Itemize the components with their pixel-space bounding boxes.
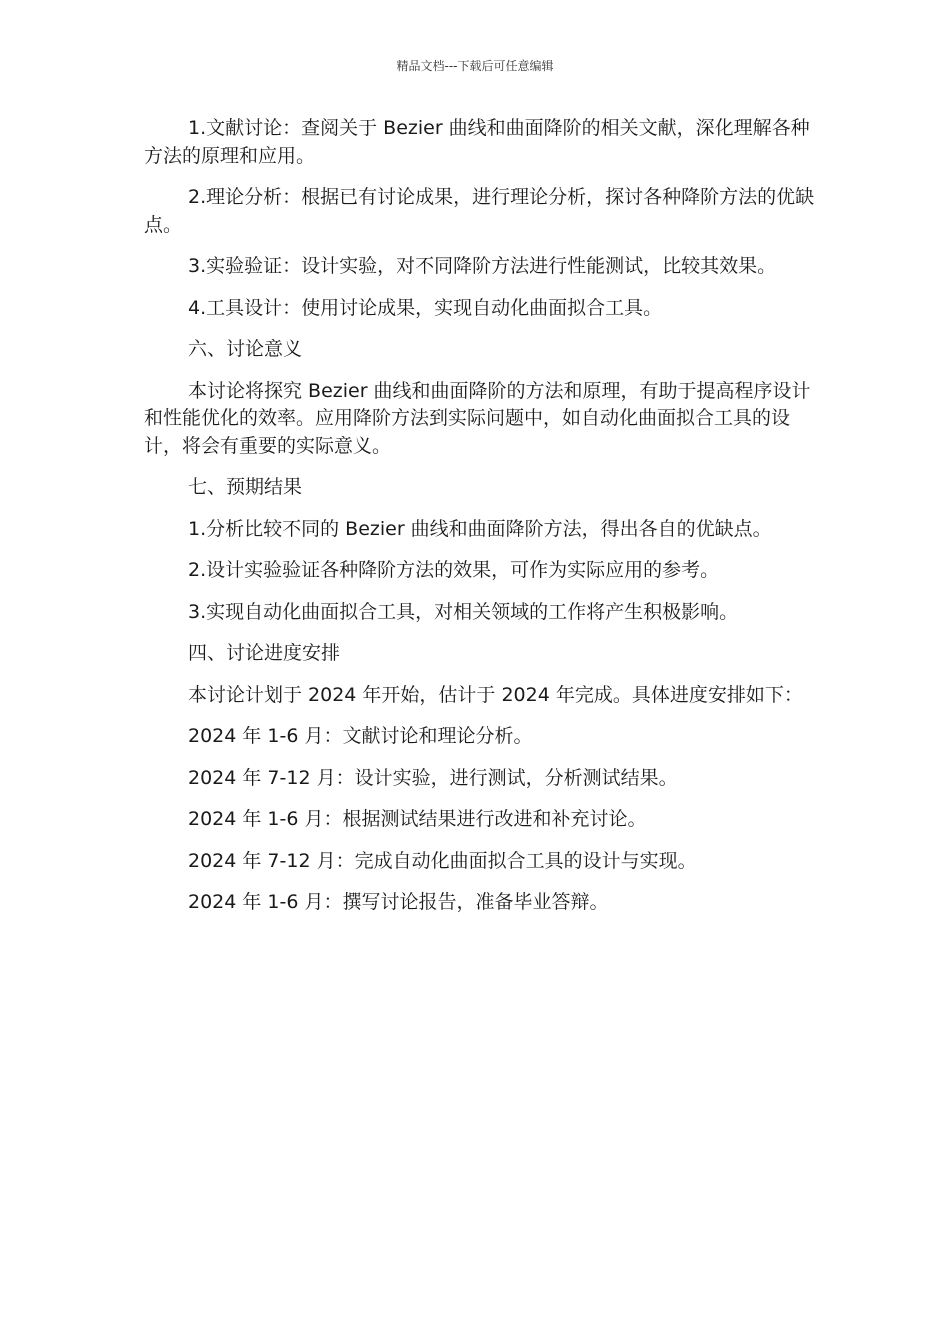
schedule-item-4: 2024 年 7-12 月：完成自动化曲面拟合工具的设计与实现。 [188,849,697,872]
schedule-item-1: 2024 年 1-6 月：文献讨论和理论分析。 [188,725,533,747]
schedule-item-5: 2024 年 1-6 月：撰写讨论报告，准备毕业答辩。 [188,891,609,913]
research-method-tool: 4.工具设计：使用讨论成果，实现自动化曲面拟合工具。 [188,296,663,319]
section-heading-significance: 六、讨论意义 [188,338,303,360]
page-header: 精品文档---下载后可任意编辑 [396,59,554,73]
expected-result-3: 3.实现自动化曲面拟合工具，对相关领域的工作将产生积极影响。 [188,600,739,623]
schedule-item-2: 2024 年 7-12 月：设计实验，进行测试，分析测试结果。 [188,766,678,789]
schedule-intro: 本讨论计划于 2024 年开始，估计于 2024 年完成。具体进度安排如下： [188,683,803,706]
significance-paragraph: 本讨论将探究 Bezier 曲线和曲面降阶的方法和原理，有助于提高程序设计和性能优化的效率。应用降阶方法到实际问题中，如自动化曲面拟合工具的设计，将会有重要的实际意义。 [144,379,811,457]
section-heading-expected-results: 七、预期结果 [188,476,303,498]
research-method-theory: 2.理论分析：根据已有讨论成果，进行理论分析，探讨各种降阶方法的优缺点。 [144,186,815,236]
research-method-experiment: 3.实验验证：设计实验，对不同降阶方法进行性能测试，比较其效果。 [188,255,777,277]
schedule-item-3: 2024 年 1-6 月：根据测试结果进行改进和补充讨论。 [188,808,647,830]
expected-result-1: 1.分析比较不同的 Bezier 曲线和曲面降阶方法，得出各自的优缺点。 [188,517,772,540]
expected-result-2: 2.设计实验验证各种降阶方法的效果，可作为实际应用的参考。 [188,559,720,581]
research-method-literature: 1.文献讨论：查阅关于 Bezier 曲线和曲面降阶的相关文献，深化理解各种方法的原理和应用。 [144,117,810,167]
document-body [144,115,816,931]
section-heading-schedule: 四、讨论进度安排 [188,642,341,664]
